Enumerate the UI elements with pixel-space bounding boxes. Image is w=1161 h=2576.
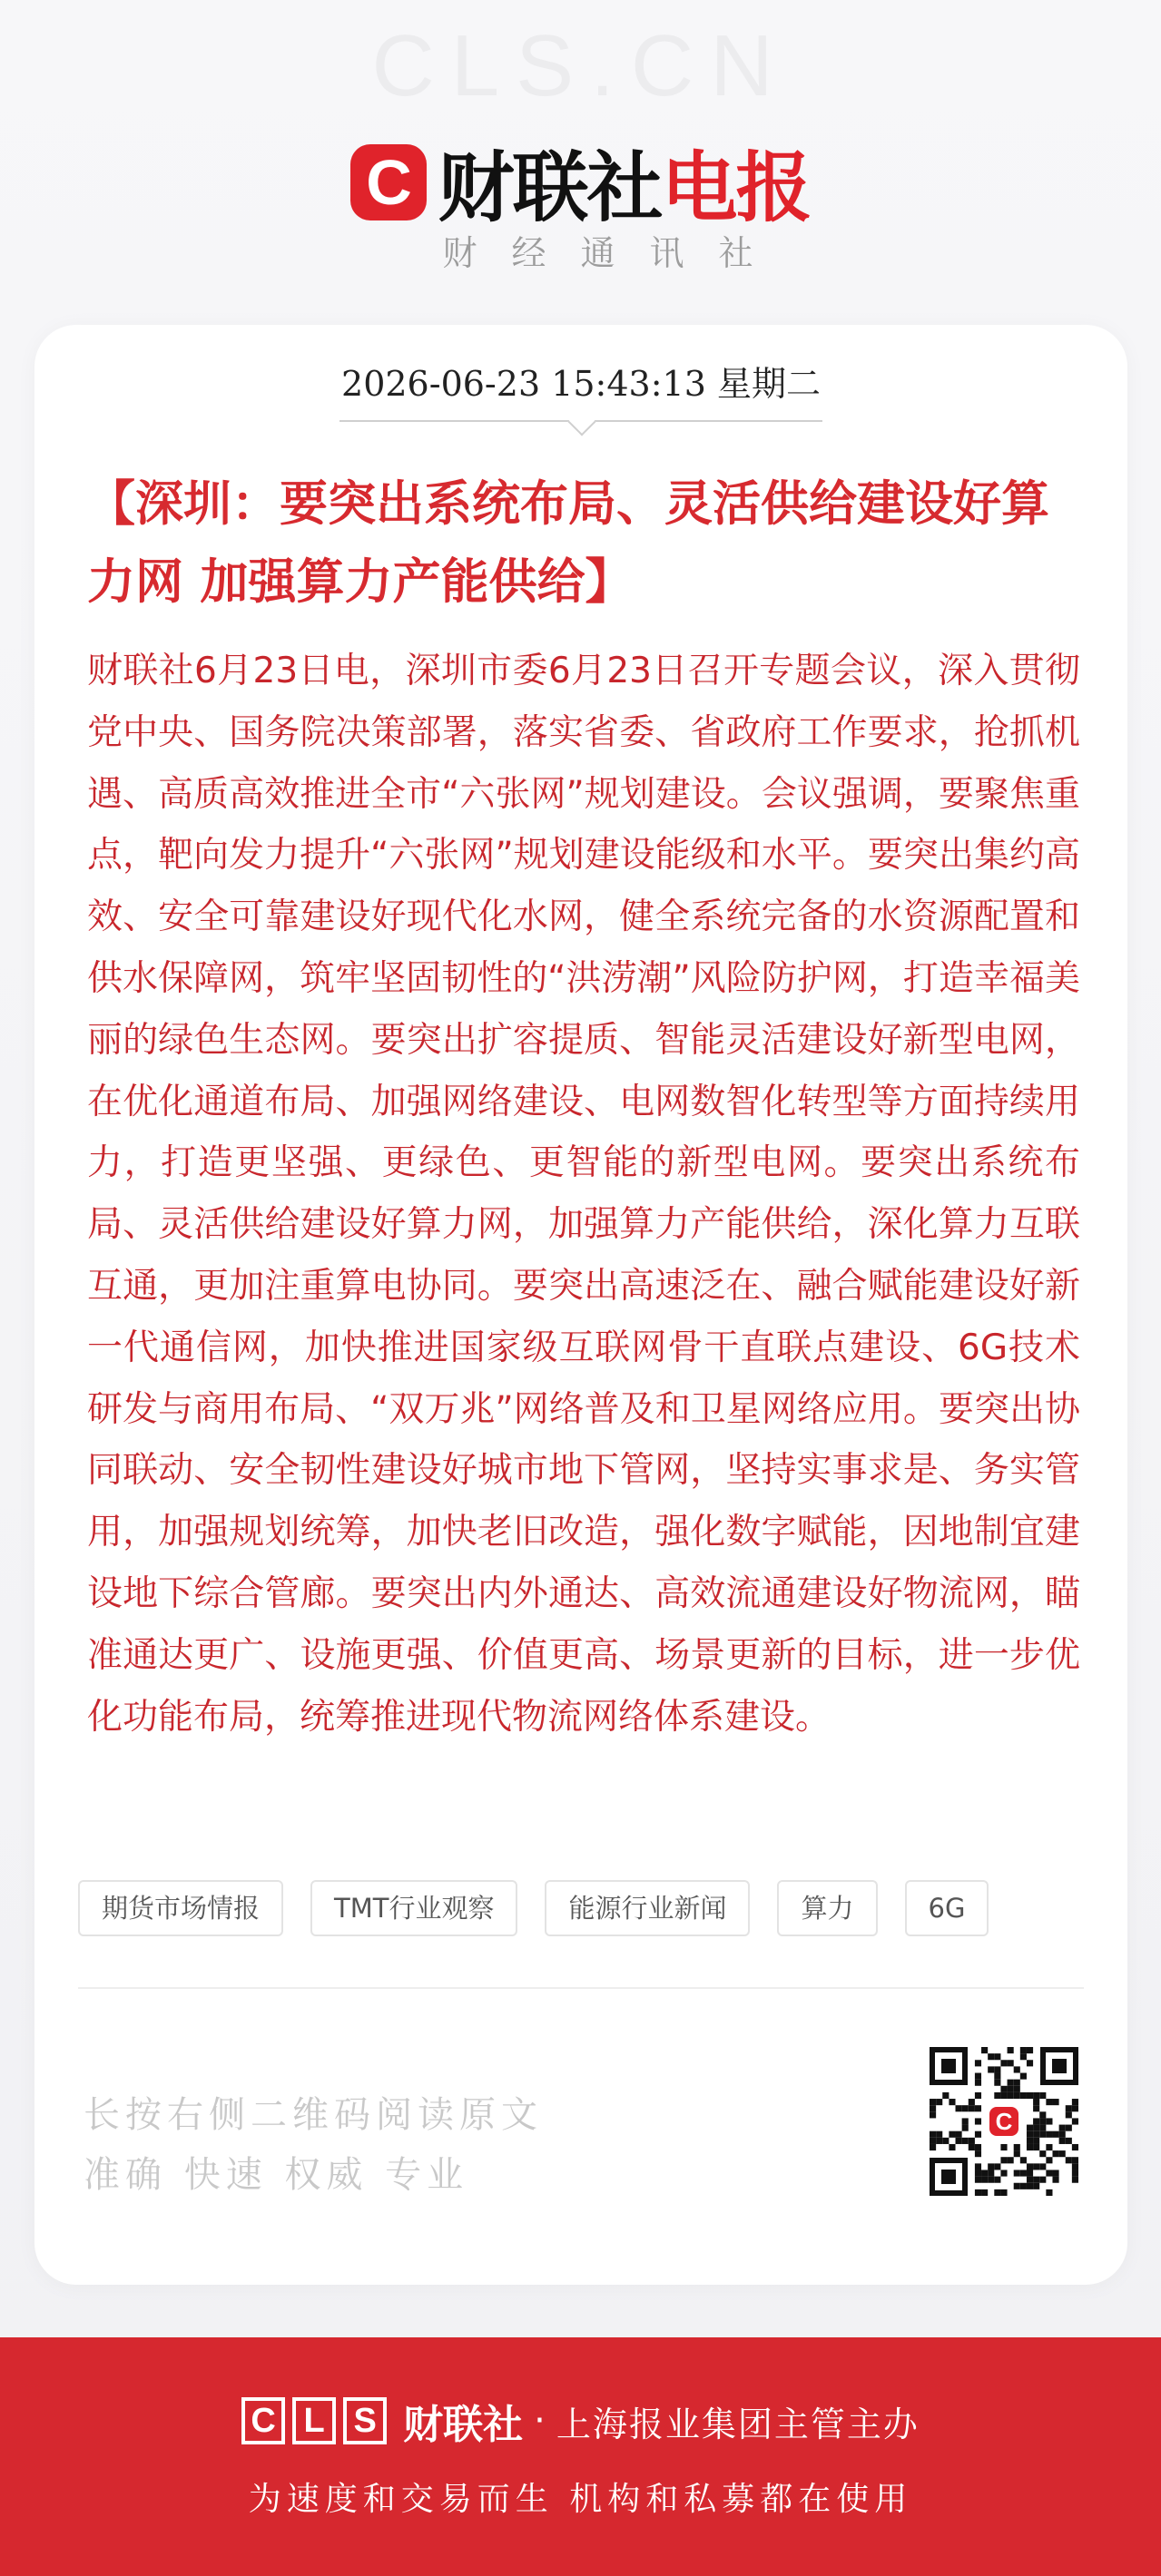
cls-letter-c: C — [241, 2397, 285, 2444]
banner-owner-text: 上海报业集团主管主办 — [556, 2404, 920, 2444]
tag-computing[interactable]: 算力 — [777, 1880, 877, 1936]
qr-logo-letter: C — [995, 2108, 1013, 2135]
qr-tip — [84, 2085, 543, 2205]
banner-separator: · — [534, 2400, 546, 2442]
brand-name-highlight: 电报 — [661, 143, 811, 232]
brand-subtitle: 财经通讯社 — [442, 233, 788, 273]
logo-letter: C — [366, 146, 412, 218]
banner-brand-name: 财联社 — [403, 2402, 524, 2448]
tag-6g[interactable]: 6G — [905, 1880, 989, 1936]
article-datetime: 2026-06-23 15:43:13 星期二 — [339, 356, 822, 422]
qr-code-icon[interactable] — [930, 2047, 1078, 2196]
brand-name: 财联社 — [438, 143, 662, 232]
qr-tip-line2: 准确 快速 权威 专业 — [84, 2154, 469, 2196]
banner-slogan: 为速度和交易而生 机构和私募都在使用 — [248, 2481, 913, 2518]
tag-tmt[interactable]: TMT行业观察 — [310, 1880, 517, 1936]
cls-logo-icon — [350, 144, 427, 220]
date-header — [339, 356, 822, 422]
tag-list — [78, 1880, 989, 1936]
cls-letter-l: L — [292, 2397, 336, 2444]
qr-tip-line1: 长按右侧二维码阅读原文 — [84, 2094, 543, 2136]
article-body: 财联社6月23日电，深圳市委6月23日召开专题会议，深入贯彻党中央、国务院决策部署，落实省委、省政府工作要求，抢抓机遇、高质高效推进全市“六张网”规划建设。会议强调，要聚焦重点，靶向发力提升“六张网”规划建设能级和水平。要突出集约高效、安全可靠建设好现代化水网，健全系统完备的水资源配置和供水保障网，筑牢坚固韧性的“洪涝潮”风险防护网，打造幸福美丽的绿色生态网。要突出扩容提质、智能灵活建设好新型电网，在优化通道布局、加强网络建设、电网数智化转型等方面持续用力，打造更坚强、更绿色、更智能的新型电网。要突出系统布局、灵活供给建设好算力网，加强算力产能供给，深化算力互联互通，更加注重算电协同。要突出高速泛在、融合赋能建设好新一代通信网，加快推进国家级互联网骨干直联点建设、6G技术研发与商用布局、“双万兆”网络普及和卫星网络应用。要突出协同联动、安全韧性建设好城市地下管网，坚持实事求是、务实管用，加强规划统筹，加快老旧改造，强化数字赋能，因地制宜建设地下综合管廊。要突出内外通达、高效流通建设好物流网，瞄准通达更广、设施更强、价值更高、场景更新的目标，进一步优化功能布局，统筹推进现代物流网络体系建设。 — [87, 651, 1080, 1738]
banner-brand-row — [0, 2392, 1161, 2450]
article-headline: 【深圳：要突出系统布局、灵活供给建设好算力网 加强算力产能供给】 — [87, 475, 1049, 610]
brand-header — [0, 127, 1161, 237]
tag-energy[interactable]: 能源行业新闻 — [545, 1880, 750, 1936]
divider — [78, 1987, 1084, 1989]
tag-futures[interactable]: 期货市场情报 — [78, 1880, 283, 1936]
bottom-banner — [0, 2337, 1161, 2576]
cls-watermark: CLS.CN — [371, 17, 790, 114]
cls-letter-s: S — [343, 2397, 387, 2444]
